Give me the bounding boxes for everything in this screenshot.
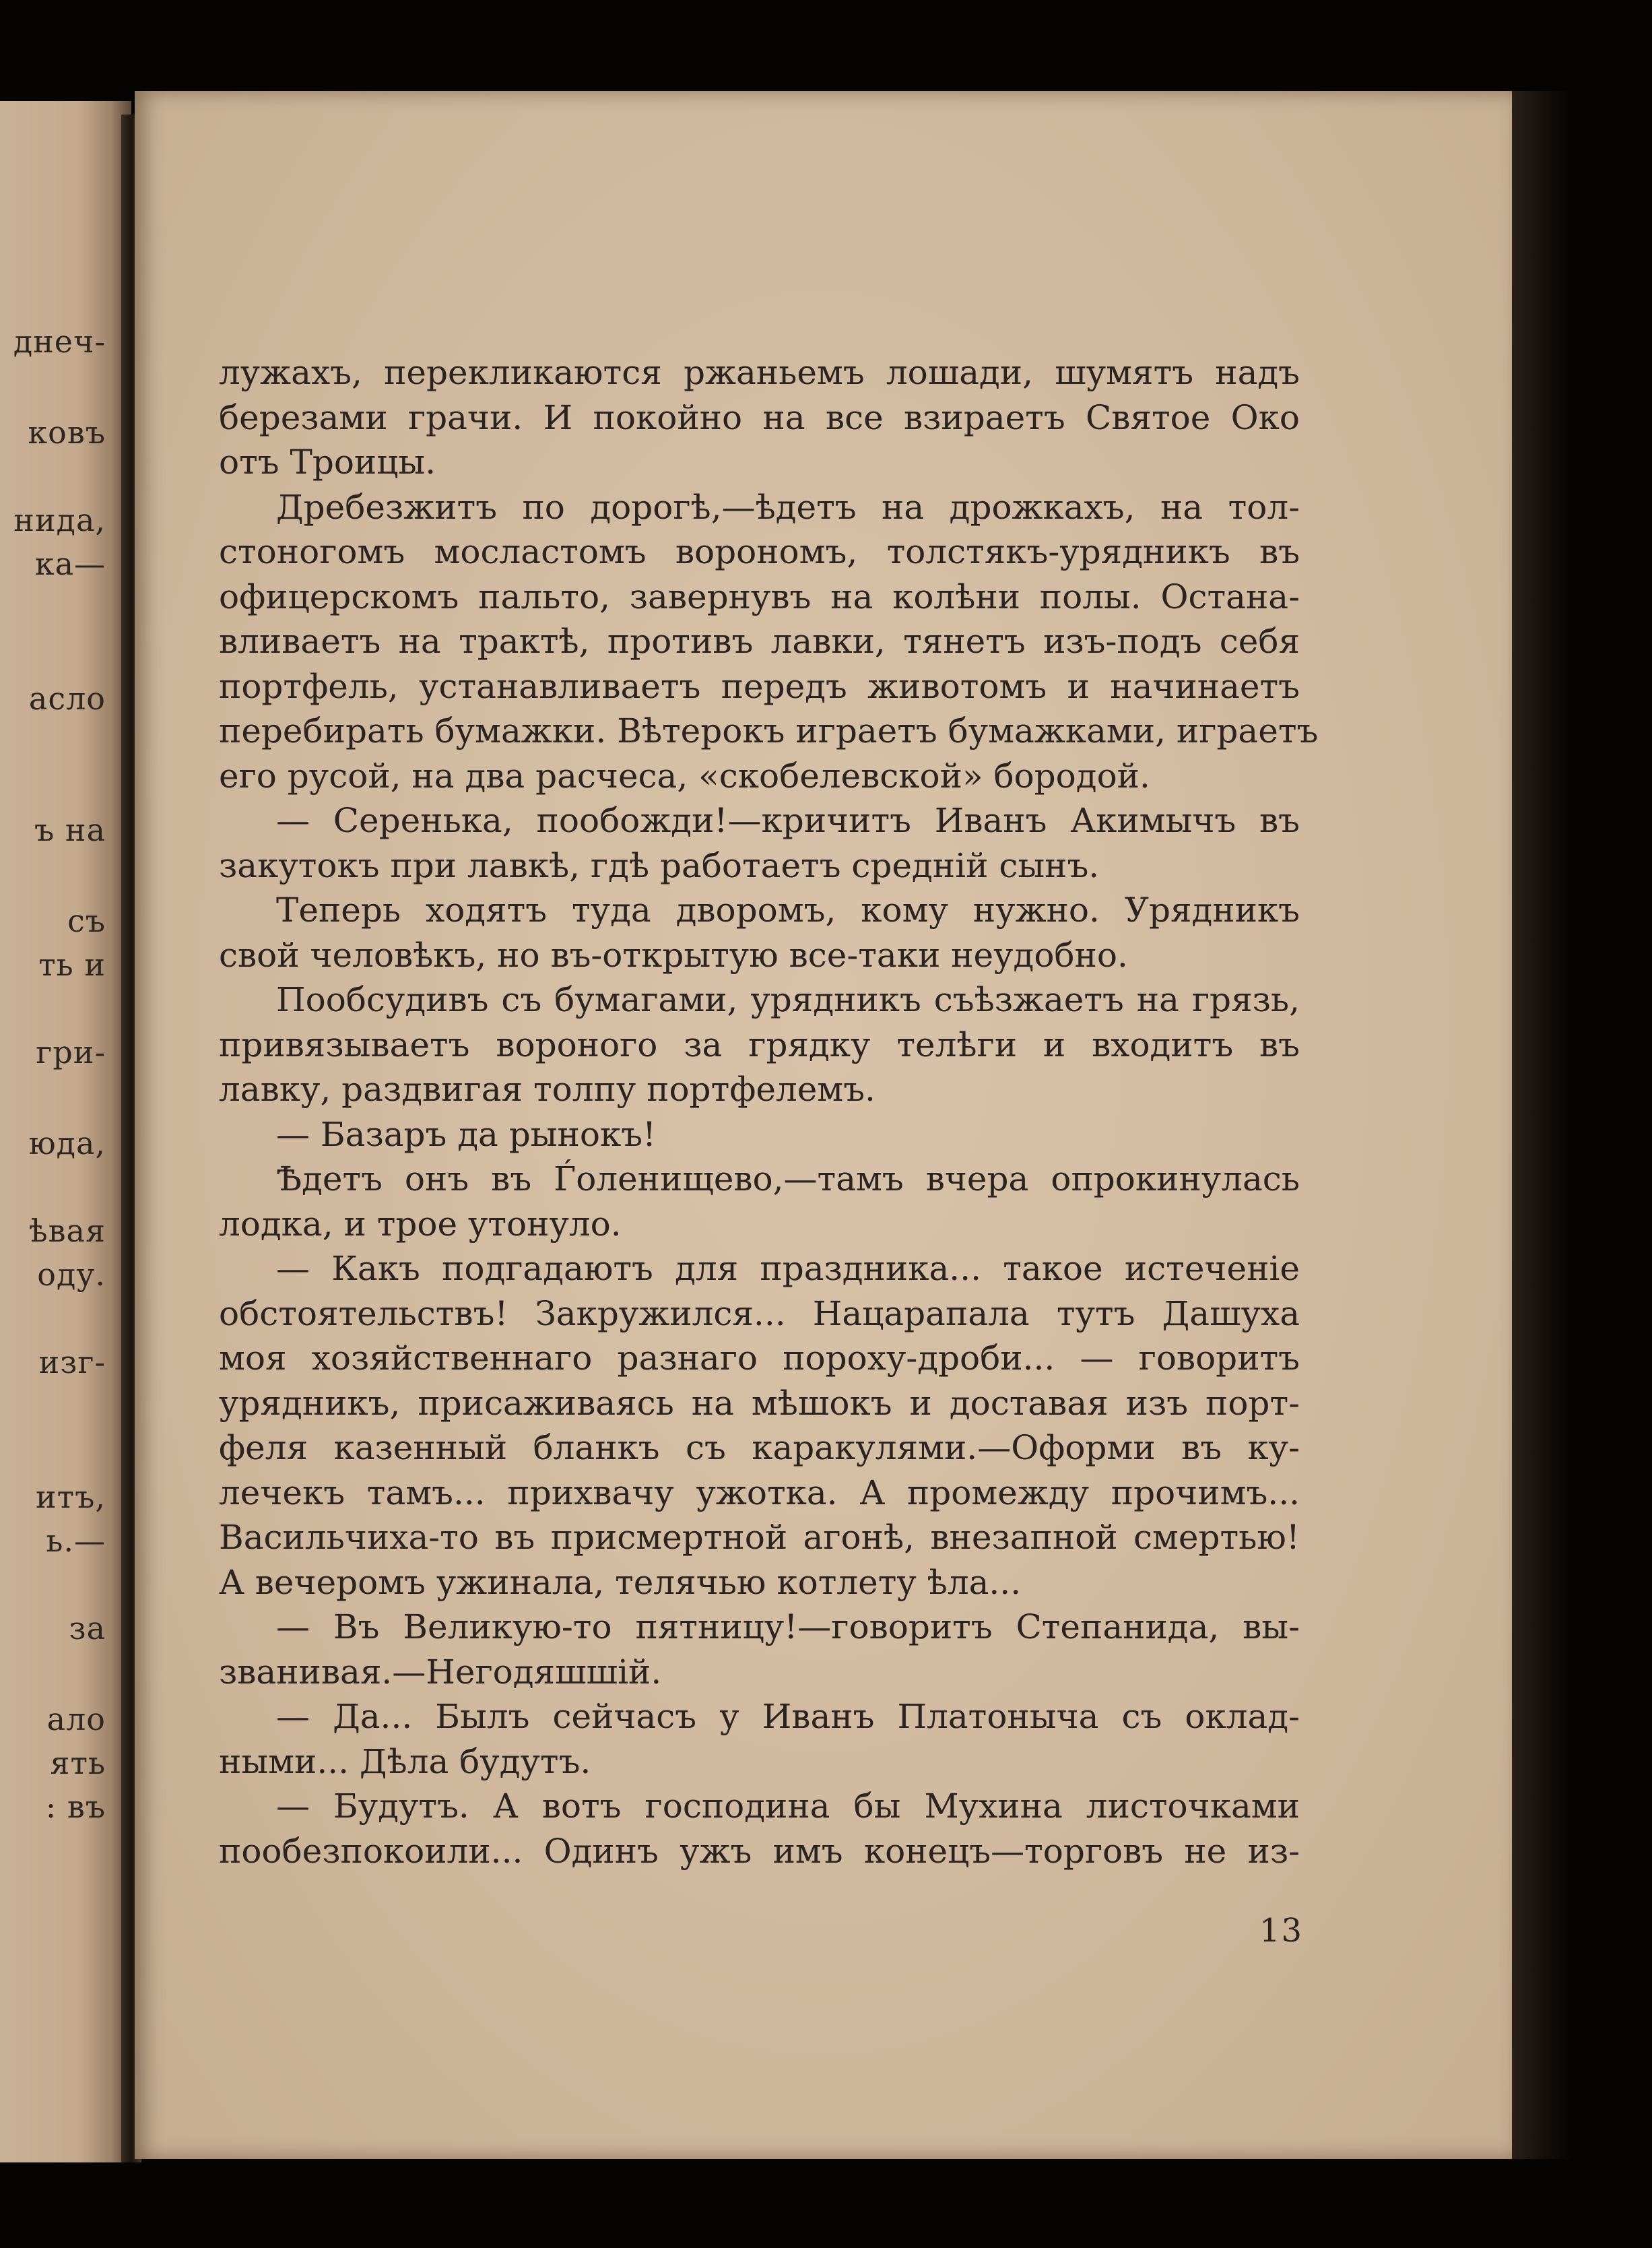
text-line: моя хозяйственнаго разнаго пороху-дроби... — говоритъ xyxy=(219,1339,1300,1378)
text-line: Пообсудивъ съ бумагами, урядникъ съѣзжаетъ на грязь, xyxy=(276,980,1300,1019)
left-page-line-fragment: ка— xyxy=(34,546,106,582)
text-line: — Серенька, пообожди!—кричитъ Иванъ Акимычъ въ xyxy=(276,801,1300,840)
text-line: лодка, и трое утонуло. xyxy=(219,1204,622,1244)
text-line: лужахъ, перекликаются ржаньемъ лошади, шумятъ надъ xyxy=(219,353,1300,392)
left-page-line-fragment: съ xyxy=(67,903,106,939)
left-page-line-fragment: оду. xyxy=(37,1256,106,1293)
left-page-line-fragment: : въ xyxy=(45,1789,106,1825)
text-line: перебирать бумажки. Вѣтерокъ играетъ бумажками, играетъ xyxy=(219,711,1319,750)
left-page-line-fragment: ало xyxy=(46,1701,106,1737)
text-line: обстоятельствъ! Закружился... Нацарапала тутъ Дашуха xyxy=(219,1293,1300,1333)
left-page-line-fragment: асло xyxy=(28,680,106,717)
text-line: — Въ Великую-то пятницу!—говоритъ Степанида, вы- xyxy=(276,1607,1300,1646)
left-page xyxy=(0,101,131,2162)
text-line: стоногомъ мосластомъ ворономъ, толстякъ-урядникъ въ xyxy=(219,532,1300,571)
text-line: портфель, устанавливаетъ передъ животомъ и начинаетъ xyxy=(219,666,1300,706)
page-edge-shadow xyxy=(1512,91,1573,2159)
text-line: его русой, на два расчеса, «скобелевской» бородой. xyxy=(219,756,1150,796)
text-line: закутокъ при лавкѣ, гдѣ работаетъ средній сынъ. xyxy=(219,845,1100,885)
left-page-line-fragment: гри- xyxy=(36,1034,106,1070)
text-line: — Какъ подгадаютъ для праздника... такое истеченіе xyxy=(276,1249,1300,1288)
text-line: Теперь ходятъ туда дворомъ, кому нужно. Урядникъ xyxy=(276,891,1300,930)
left-page-line-fragment: изг- xyxy=(38,1344,106,1380)
text-line: Дребезжитъ по дорогѣ,—ѣдетъ на дрожкахъ, на тол- xyxy=(276,487,1300,527)
page-number: 13 xyxy=(1259,1912,1304,1950)
text-line: пообезпокоили... Одинъ ужъ имъ конецъ—торговъ не из- xyxy=(219,1831,1300,1871)
text-line: — Да... Былъ сейчасъ у Иванъ Платоныча съ оклад- xyxy=(276,1697,1300,1736)
text-line: лечекъ тамъ... прихвачу ужотка. А промежду прочимъ... xyxy=(219,1473,1300,1512)
text-line: урядникъ, присаживаясь на мѣшокъ и доставая изъ порт- xyxy=(219,1383,1300,1423)
text-line: отъ Троицы. xyxy=(219,443,436,482)
text-line: феля казенный бланкъ съ каракулями.—Оформи въ ку- xyxy=(219,1428,1300,1467)
text-line: свой человѣкъ, но въ-открытую все-таки неудобно. xyxy=(219,935,1128,975)
left-page-line-fragment: ъ на xyxy=(34,812,106,848)
text-line: березами грачи. И покойно на все взираетъ Святое Око xyxy=(219,397,1300,437)
left-page-line-fragment: днеч- xyxy=(13,323,106,360)
text-line: — Базаръ да рынокъ! xyxy=(276,1114,657,1154)
left-page-line-fragment: нида, xyxy=(13,502,106,538)
left-page-line-fragment: итъ, xyxy=(36,1479,106,1515)
left-page-line-fragment: юда, xyxy=(28,1125,106,1161)
text-line: — Будутъ. А вотъ господина бы Мухина листочками xyxy=(276,1787,1300,1826)
left-page-line-fragment: ѣвая xyxy=(28,1213,106,1249)
text-line: лавку, раздвигая толпу портфелемъ. xyxy=(219,1070,875,1109)
text-line: Ѣдетъ онъ въ Ѓоленищево,—тамъ вчера опрокинулась xyxy=(276,1159,1300,1198)
text-line: привязываетъ вороного за грядку телѣги и входитъ въ xyxy=(219,1025,1300,1064)
text-line: ными... Дѣла будутъ. xyxy=(219,1741,591,1781)
text-line: вливаетъ на трактѣ, противъ лавки, тянетъ изъ-подъ себя xyxy=(219,622,1300,661)
text-line: званивая.—Негодяшшій. xyxy=(219,1652,662,1692)
left-page-line-fragment: ковъ xyxy=(28,414,106,451)
left-page-line-fragment: ть и xyxy=(38,946,106,983)
text-line: А вечеромъ ужинала, телячью котлету ѣла... xyxy=(219,1562,1022,1602)
page-body-text xyxy=(219,350,1319,1873)
left-page-line-fragment: ь.— xyxy=(46,1522,106,1559)
text-line: Васильчиха-то въ присмертной агонѣ, внезапной смертью! xyxy=(219,1518,1300,1557)
left-page-line-fragment: за xyxy=(69,1610,106,1646)
text-line: офицерскомъ пальто, завернувъ на колѣни полы. Остана- xyxy=(219,577,1300,616)
left-page-line-fragment: ять xyxy=(50,1745,106,1781)
